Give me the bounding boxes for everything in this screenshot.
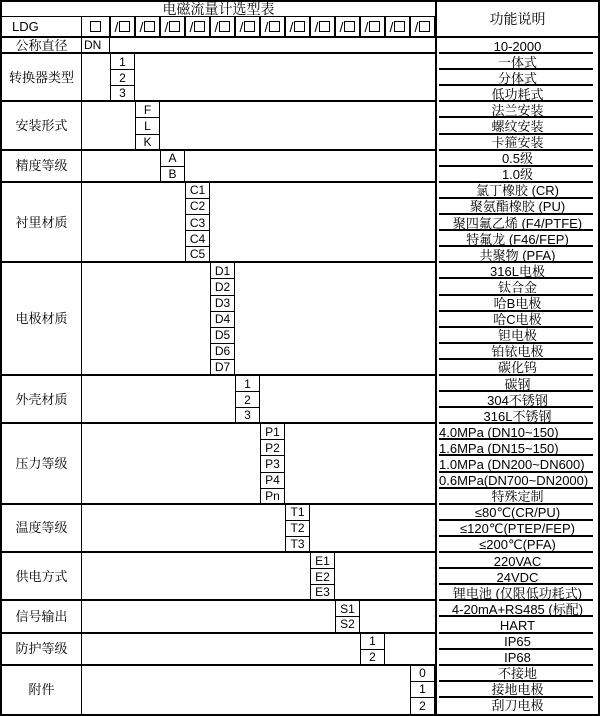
code-cell: D6 [210, 344, 235, 360]
code-cell: 2 [110, 70, 135, 86]
function-desc-cell: 氯丁橡胶 (CR) [435, 183, 598, 199]
empty-right-cell [160, 102, 435, 150]
function-desc-cell: 4.0MPa (DN10~150) [435, 424, 598, 440]
function-desc-cell: 不接地 [435, 666, 598, 682]
group-label: 信号输出 [2, 601, 82, 633]
function-desc-cell: 碳钢 [435, 376, 598, 392]
empty-right-cell [260, 376, 435, 424]
slash-separator: / [389, 18, 394, 35]
function-desc-cell: 螺纹安装 [435, 118, 598, 134]
code-cell: P4 [260, 473, 285, 489]
group-label: 温度等级 [2, 505, 82, 553]
slash-separator: / [239, 18, 244, 35]
function-desc-cell: IP68 [435, 650, 598, 666]
code-cell: DN [82, 38, 110, 54]
code-cell: C5 [185, 247, 210, 263]
code-cell: B [160, 167, 185, 183]
function-desc-cell: 304不锈钢 [435, 392, 598, 408]
option-box-icon [269, 21, 280, 32]
model-slot [360, 17, 385, 38]
option-box-icon [419, 21, 430, 32]
function-desc-cell: 0.6MPa(DN700~DN2000) [435, 473, 598, 489]
code-cell: D3 [210, 296, 235, 312]
function-desc-cell: 锂电池 (仅限低功耗式) [435, 585, 598, 601]
empty-right-cell [310, 505, 435, 553]
model-prefix-label: LDG [2, 17, 82, 38]
code-cell: D7 [210, 360, 235, 376]
empty-left-cell [82, 102, 135, 150]
empty-left-cell [82, 183, 185, 263]
code-cell: 1 [410, 682, 435, 698]
model-slot [235, 17, 260, 38]
code-cell: Pn [260, 489, 285, 505]
function-desc-cell: 刮刀电极 [435, 698, 598, 714]
function-desc-cell: 4-20mA+RS485 (标配) [435, 601, 598, 617]
function-column-header: 功能说明 [435, 2, 598, 38]
group-label: 电极材质 [2, 263, 82, 376]
group-label: 公称直径 [2, 38, 82, 54]
function-desc-cell: ≤80℃(CR/PU) [435, 505, 598, 521]
code-cell: 1 [235, 376, 260, 392]
slash-separator: / [139, 18, 144, 35]
code-cell: T3 [285, 537, 310, 553]
code-cell: 1 [360, 634, 385, 650]
code-cell: P2 [260, 440, 285, 456]
function-desc-cell: 聚四氟乙烯 (F4/PTFE) [435, 215, 598, 231]
model-slot [160, 17, 185, 38]
group-label: 外壳材质 [2, 376, 82, 424]
option-box-icon [144, 21, 155, 32]
function-desc-cell: ≤200℃(PFA) [435, 537, 598, 553]
code-cell: 1 [110, 54, 135, 70]
function-desc-cell: 316L不锈钢 [435, 408, 598, 424]
slash-separator: / [364, 18, 369, 35]
empty-left-cell [82, 505, 285, 553]
function-desc-cell: 哈C电极 [435, 312, 598, 328]
group-label: 转换器类型 [2, 54, 82, 102]
group-label: 精度等级 [2, 151, 82, 183]
code-cell: S1 [335, 601, 360, 617]
model-box-cell [82, 17, 110, 38]
empty-right-cell [210, 183, 435, 263]
empty-left-cell [82, 666, 410, 714]
empty-span-cell [110, 38, 435, 54]
function-desc-cell: 一体式 [435, 54, 598, 70]
code-cell: E1 [310, 553, 335, 569]
code-cell: T2 [285, 521, 310, 537]
slash-separator: / [339, 18, 344, 35]
empty-right-cell [285, 424, 435, 504]
code-cell: 2 [410, 698, 435, 714]
empty-left-cell [82, 376, 235, 424]
function-desc-cell: 低功耗式 [435, 86, 598, 102]
code-cell: E3 [310, 585, 335, 601]
function-desc-cell: ≤120℃(PTEP/FEP) [435, 521, 598, 537]
empty-left-cell [82, 553, 310, 601]
model-slot [385, 17, 410, 38]
function-desc-cell: 聚氨酯橡胶 (PU) [435, 199, 598, 215]
option-box-icon [194, 21, 205, 32]
code-cell: D1 [210, 263, 235, 279]
model-slot [110, 17, 135, 38]
function-desc-cell: 0.5级 [435, 151, 598, 167]
model-slot [260, 17, 285, 38]
slash-separator: / [214, 18, 219, 35]
code-cell: E2 [310, 569, 335, 585]
empty-left-cell [82, 263, 210, 376]
code-cell: 2 [360, 650, 385, 666]
option-box-icon [319, 21, 330, 32]
empty-left-cell [82, 54, 110, 102]
function-desc-cell: 钽电极 [435, 328, 598, 344]
option-box-icon [369, 21, 380, 32]
option-box-icon [119, 21, 130, 32]
function-desc-cell: 法兰安装 [435, 102, 598, 118]
code-cell: P1 [260, 424, 285, 440]
code-cell: T1 [285, 505, 310, 521]
function-desc-cell: 共聚物 (PFA) [435, 247, 598, 263]
slash-separator: / [314, 18, 319, 35]
function-desc-cell: 接地电极 [435, 682, 598, 698]
slash-separator: / [289, 18, 294, 35]
option-box-icon [244, 21, 255, 32]
option-box-icon [294, 21, 305, 32]
model-slot [335, 17, 360, 38]
group-label: 附件 [2, 666, 82, 714]
code-cell: F [135, 102, 160, 118]
slash-separator: / [189, 18, 194, 35]
function-desc-cell: 分体式 [435, 70, 598, 86]
slash-separator: / [164, 18, 169, 35]
empty-left-cell [82, 634, 360, 666]
function-desc-cell: 特氟龙 (F46/FEP) [435, 231, 598, 247]
slash-separator: / [114, 18, 119, 35]
code-cell: C1 [185, 183, 210, 199]
group-label: 防护等级 [2, 634, 82, 666]
code-cell: D5 [210, 328, 235, 344]
function-desc-cell: HART [435, 617, 598, 633]
code-cell: 2 [235, 392, 260, 408]
empty-right-cell [335, 553, 435, 601]
slash-separator: / [264, 18, 269, 35]
model-slot [185, 17, 210, 38]
group-label: 安装形式 [2, 102, 82, 150]
function-desc-cell: 316L电极 [435, 263, 598, 279]
function-desc-cell: 10-2000 [435, 38, 598, 54]
empty-left-cell [82, 151, 160, 183]
model-slot [410, 17, 435, 38]
code-cell: D2 [210, 279, 235, 295]
empty-right-cell [385, 634, 435, 666]
empty-right-cell [185, 151, 435, 183]
slash-separator: / [414, 18, 419, 35]
option-box-icon [219, 21, 230, 32]
code-cell: 0 [410, 666, 435, 682]
group-label: 压力等级 [2, 424, 82, 504]
code-cell: D4 [210, 312, 235, 328]
code-cell: K [135, 135, 160, 151]
option-box-icon [169, 21, 180, 32]
function-desc-cell: 24VDC [435, 569, 598, 585]
function-desc-cell: 1.0MPa (DN200~DN600) [435, 456, 598, 472]
function-desc-cell: 220VAC [435, 553, 598, 569]
function-desc-cell: 钛合金 [435, 279, 598, 295]
code-cell: C4 [185, 231, 210, 247]
code-cell: 3 [235, 408, 260, 424]
code-cell: C2 [185, 199, 210, 215]
function-desc-cell: 碳化钨 [435, 360, 598, 376]
empty-right-cell [360, 601, 435, 633]
empty-right-cell [235, 263, 435, 376]
function-desc-cell: IP65 [435, 634, 598, 650]
function-desc-cell: 卡箍安装 [435, 135, 598, 151]
model-slot [285, 17, 310, 38]
code-cell: P3 [260, 456, 285, 472]
empty-left-cell [82, 424, 260, 504]
option-box-icon [344, 21, 355, 32]
code-cell: L [135, 118, 160, 134]
group-label: 供电方式 [2, 553, 82, 601]
empty-right-cell [135, 54, 435, 102]
function-desc-cell: 铂铱电极 [435, 344, 598, 360]
sheet-title: 电磁流量计选型表 [2, 2, 435, 17]
code-cell: C3 [185, 215, 210, 231]
function-desc-cell: 1.6MPa (DN15~150) [435, 440, 598, 456]
option-box-icon [90, 21, 101, 32]
group-label: 衬里材质 [2, 183, 82, 263]
code-cell: A [160, 151, 185, 167]
function-desc-cell: 特殊定制 [435, 489, 598, 505]
model-slot [310, 17, 335, 38]
model-slot [210, 17, 235, 38]
empty-left-cell [82, 601, 335, 633]
option-box-icon [394, 21, 405, 32]
code-cell: S2 [335, 617, 360, 633]
model-slot [135, 17, 160, 38]
code-cell: 3 [110, 86, 135, 102]
function-desc-cell: 哈B电极 [435, 296, 598, 312]
function-desc-cell: 1.0级 [435, 167, 598, 183]
